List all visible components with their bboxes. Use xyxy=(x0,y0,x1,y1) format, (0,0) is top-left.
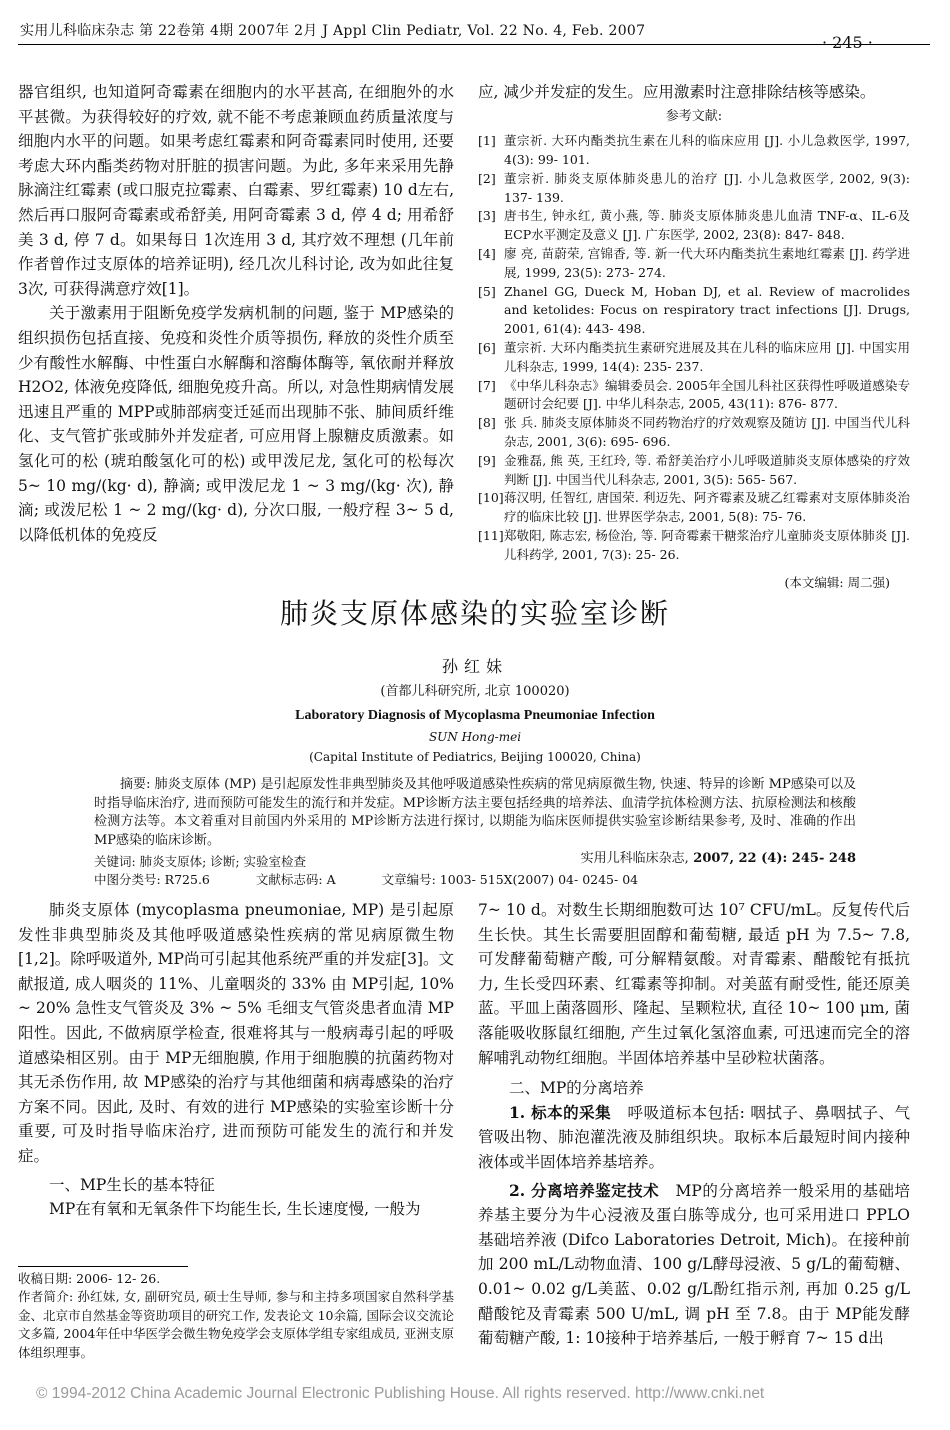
classification-row xyxy=(94,871,638,889)
article-number: 文章编号: 1003- 515X(2007) 04- 0245- 04 xyxy=(381,872,639,887)
reference-text: 张 兵. 肺炎支原体肺炎不同药物治疗的疗效观察及随访 [J]. 中国当代儿科杂志, 2001, 3(6): 695- 696. xyxy=(504,415,910,449)
subsection-1-text: 呼吸道标本包括: 咽拭子、鼻咽拭子、气管吸出物、肺泡灌洗液及肺组织块。取标本后最短时间内接种液体或半固体培养基培养。 xyxy=(478,1103,911,1171)
footnote xyxy=(18,1270,454,1362)
prev-paragraph-1: 器官组织, 也知道阿奇霉素在细胞内的水平甚高, 在细胞外的水平甚微。为获得较好的疗效, 就不能不考虑兼顾血药质量浓度与细胞内水平的问题。如果考虑红霉素和阿奇霉素同时使用, 还要考虑大环内酯类药物对肝脏的损害问题。为此, 多年来采用先静脉滴注红霉素 (或口服克拉霉素、白霉素、罗红霉素) 10 d左右, 然后再口服阿奇霉素或希舒美, 用阿奇霉素 3 d, 停 4 d; 用希舒美 3 d, 停 7 d。如果每日 1次连用 3 d, 其疗效不理想 (几年前作者曾作过支原体的培养证明), 经几次儿科讨论, 改为如此往复 3次, 可获得满意疗效[1]。 xyxy=(18,83,454,298)
footnote-rule xyxy=(18,1266,188,1267)
reference-item xyxy=(478,527,910,565)
reference-number: [5] xyxy=(478,283,496,299)
reference-text: Zhanel GG, Dueck M, Hoban DJ, et al. Review of macrolides and ketolides: Focus on respiratory tract infections [J]. Drugs, 2001, 61(4): 443- 498. xyxy=(504,283,910,337)
section-heading-2: 二、MP的分离培养 xyxy=(509,1079,644,1098)
reference-number: [11] xyxy=(478,527,504,543)
section-heading-1: 一、MP生长的基本特征 xyxy=(49,1175,215,1194)
prev-paragraph-right: 应, 减少并发症的发生。应用激素时注意排除结核等感染。 xyxy=(478,83,876,101)
reference-item xyxy=(478,132,910,170)
citation-details: 2007, 22 (4): 245- 248 xyxy=(693,851,856,866)
reference-text: 廖 亮, 苗蔚荣, 宫锦香, 等. 新一代大环内酯类抗生素地红霉素 [J]. 药学进展, 1999, 23(5): 273- 274. xyxy=(504,245,910,280)
document-code: 文献标志码: A xyxy=(255,872,336,887)
reference-item xyxy=(478,377,910,415)
article-right-column xyxy=(478,898,910,1351)
reference-number: [9] xyxy=(478,452,496,468)
section1-paragraph-start: MP在有氧和无氧条件下均能生长, 生长速度慢, 一般为 xyxy=(49,1200,421,1219)
reference-number: [3] xyxy=(478,208,496,224)
citation-journal: 实用儿科临床杂志, xyxy=(580,851,689,866)
reference-item xyxy=(478,245,910,283)
reference-item xyxy=(478,489,910,527)
keywords: 关键词: 肺炎支原体; 诊断; 实验室检查 xyxy=(94,854,307,869)
reference-item xyxy=(478,452,910,490)
received-date: 收稿日期: 2006- 12- 26. xyxy=(18,1271,161,1286)
reference-item xyxy=(478,207,910,245)
reference-item xyxy=(478,339,910,377)
reference-number: [6] xyxy=(478,339,496,355)
author-bio: 作者简介: 孙红妹, 女, 副研究员, 硕士生导师, 参与和主持多项国家自然科学基金、北京市自然基金等资助项目的研究工作, 发表论文 10余篇, 国际会议交流论文多篇, 2004年任中华医学会微生物免疫学会支原体学组专家组成员, 亚洲支原体组织理事。 xyxy=(18,1289,454,1360)
article-author: 孙红妹 xyxy=(441,657,508,676)
class-number: 中图分类号: R725.6 xyxy=(94,872,210,887)
reference-item xyxy=(478,170,910,208)
reference-text: 郑敬阳, 陈志宏, 杨俭治, 等. 阿奇霉素干糖浆治疗儿童肺炎支原体肺炎 [J]. 儿科药学, 2001, 7(3): 25- 26. xyxy=(504,527,910,562)
copyright-notice: © 1994-2012 China Academic Journal Electronic Publishing House. All rights reserved. http://www.cnki.net xyxy=(36,1385,765,1402)
english-title: Laboratory Diagnosis of Mycoplasma Pneumoniae Infection xyxy=(295,708,655,723)
reference-number: [1] xyxy=(478,133,496,149)
header-rule xyxy=(18,44,930,45)
reference-text: 金雅磊, 熊 英, 王红玲, 等. 希舒美治疗小儿呼吸道肺炎支原体感染的疗效判断 [J]. 中国当代儿科杂志, 2001, 3(5): 565- 567. xyxy=(504,452,910,487)
reference-text: 董宗祈. 肺炎支原体肺炎患儿的治疗 [J]. 小儿急救医学, 2002, 9(3): 137- 139. xyxy=(504,170,910,205)
article-left-column xyxy=(18,898,454,1222)
reference-number: [10] xyxy=(478,490,504,506)
page-number: · 245 · xyxy=(822,33,873,52)
subsection-2 xyxy=(478,1179,910,1351)
article-meta xyxy=(94,853,638,889)
subsection-1 xyxy=(478,1101,910,1175)
prev-paragraph-2: 关于激素用于阻断免疫学发病机制的问题, 鉴于 MP感染的组织损伤包括直接、免疫和炎性介质等损伤, 释放的炎性介质至少有酸性水解酶、中性蛋白水解酶和溶酶体酶等, 氧依耐并释放 H2O2, 体液免疫降低, 细胞免疫升高。所以, 对急性期病情发展迅速且严重的 MPP或肺部病变迁延而出现肺不张、肺间质纤维化、支气管扩张或肺外并发症者, 可应用肾上腺糖皮质激素。如氢化可的松 (琥珀酸氢化可的松) 或甲泼尼龙, 氢化可的松每次 5~ 10 mg/(kg· d), 静滴; 或甲泼尼龙 1 ~ 3 mg/(kg· 次), 静滴; 或泼尼松 1 ~ 2 mg/(kg· d), 分次口服, 一般疗程 3~ 5 d, 以降低机体的免疫反 xyxy=(18,304,454,544)
reference-text: 《中华儿科杂志》编辑委员会. 2005年全国儿科社区获得性呼吸道感染专题研讨会纪要 [J]. 中华儿科杂志, 2005, 43(11): 876- 877. xyxy=(504,377,910,412)
reference-item xyxy=(478,414,910,452)
reference-text: 蒋汉明, 任智红, 唐国荣. 利迈先、阿齐霉素及琥乙红霉素对支原体肺炎治疗的临床比较 [J]. 世界医学杂志, 2001, 5(8): 75- 76. xyxy=(504,490,910,525)
reference-number: [4] xyxy=(478,245,496,261)
reference-number: [2] xyxy=(478,170,496,186)
subsection-2-heading: 2. 分离培养鉴定技术 xyxy=(509,1180,660,1200)
english-affiliation: (Capital Institute of Pediatrics, Beijing 100020, China) xyxy=(309,750,641,764)
article-title: 肺炎支原体感染的实验室诊断 xyxy=(279,597,670,630)
reference-item xyxy=(478,283,910,339)
reference-list xyxy=(478,132,910,564)
reference-text: 唐书生, 钟永红, 黄小燕, 等. 肺炎支原体肺炎患儿血清 TNF-α、IL-6及ECP水平测定及意义 [J]. 广东医学, 2002, 23(8): 847- 848. xyxy=(504,208,910,243)
english-author: SUN Hong-mei xyxy=(428,730,522,744)
prev-article-right-column xyxy=(478,80,910,595)
reference-text: 董宗祈. 大环内酯类抗生素研究进展及其在儿科的临床应用 [J]. 中国实用儿科杂志, 1999, 14(4): 235- 237. xyxy=(504,339,910,374)
subsection-2-text: MP的分离培养一般采用的基础培养基主要分为牛心浸液及蛋白胨等成分, 也可采用进口 PPLO 基础培养液 (Difco Laboratories Detroit, Mich)。在接种前加 200 mL/L动物血清、100 g/L酵母浸液、5 g/L的葡萄糖、0.01~ 0.02 g/L美蓝、0.02 g/L酚红指示剂, 再加 0.25 g/L醋酸铊及青霉素 500 U/mL, 调 pH 至 7.8。由于 MP能发酵葡萄糖产酸, 1: 10接种于培养基后, 一般于孵育 7~ 15 d出 xyxy=(478,1181,911,1348)
article-affiliation: (首都儿科研究所, 北京 100020) xyxy=(380,684,570,699)
reference-number: [7] xyxy=(478,377,496,393)
section1-paragraph-cont: 7~ 10 d。对数生长期细胞数可达 10⁷ CFU/mL。反复传代后生长快。其生长需要胆固醇和葡萄糖, 最适 pH 为 7.5~ 7.8, 可发酵葡萄糖产酸, 可分解精氨酸。对青霉素、醋酸铊有抵抗力, 生长受四环素、红霉素等抑制。对美蓝有耐受性, 能还原美蓝。平皿上菌落圆形、隆起、呈颗粒状, 直径 10~ 100 μm, 菌落能吸收豚鼠红细胞, 产生过氧化氢溶血素, 可迅速而完全的溶解哺乳动物红细胞。半固体培养基中呈砂粒状菌落。 xyxy=(478,901,910,1067)
subsection-1-heading: 1. 标本的采集 xyxy=(509,1102,612,1122)
reference-number: [8] xyxy=(478,415,496,431)
reference-text: 董宗祈. 大环内酯类抗生素在儿科的临床应用 [J]. 小儿急救医学, 1997, 4(3): 99- 101. xyxy=(504,133,910,167)
prev-article-left-column xyxy=(18,80,454,547)
editor-note: (本文编辑: 周二强) xyxy=(784,574,890,590)
abstract-text: 摘要: 肺炎支原体 (MP) 是引起原发性非典型肺炎及其他呼吸道感染性疾病的常见病原微生物, 快速、特异的诊断 MP感染可以及时指导临床治疗, 进而预防可能发生的流行和并发症。MP诊断方法主要包括经典的培养法、血清学抗体检测方法、抗原检测法和核酸检测方法等。本文着重对目前国内外采用的 MP诊断方法进行探讨, 以期能为临床医师提供实验室诊断结果参考, 及时、准确的作出 MP感染的临床诊断。 xyxy=(94,777,856,848)
intro-paragraph: 肺炎支原体 (mycoplasma pneumoniae, MP) 是引起原发性非典型肺炎及其他呼吸道感染性疾病的常见病原微生物[1,2]。除呼吸道外, MP尚可引起其他系统严重的并发症[3]。文献报道, 成人咽炎的 11%、儿童咽炎的 33% 由 MP引起, 10% ~ 20% 急性支气管炎及 3% ~ 5% 毛细支气管炎患者血清 MP阳性。因此, 不做病原学检查, 很难将其与一般病毒引起的呼吸道感染相区别。由于 MP无细胞膜, 作用于细胞膜的抗菌药物对其无杀伤作用, 故 MP感染的治疗与其他细菌和病毒感染的治疗方案不同。因此, 及时、有效的进行 MP感染的实验室诊断十分重要, 可及时指导临床治疗, 进而预防可能发生的流行和并发症。 xyxy=(18,901,454,1165)
references-title: 参考文献: xyxy=(665,108,723,124)
running-header: 实用儿科临床杂志 第 22卷第 4期 2007年 2月 J Appl Clin Pediatr, Vol. 22 No. 4, Feb. 2007 xyxy=(20,23,646,39)
